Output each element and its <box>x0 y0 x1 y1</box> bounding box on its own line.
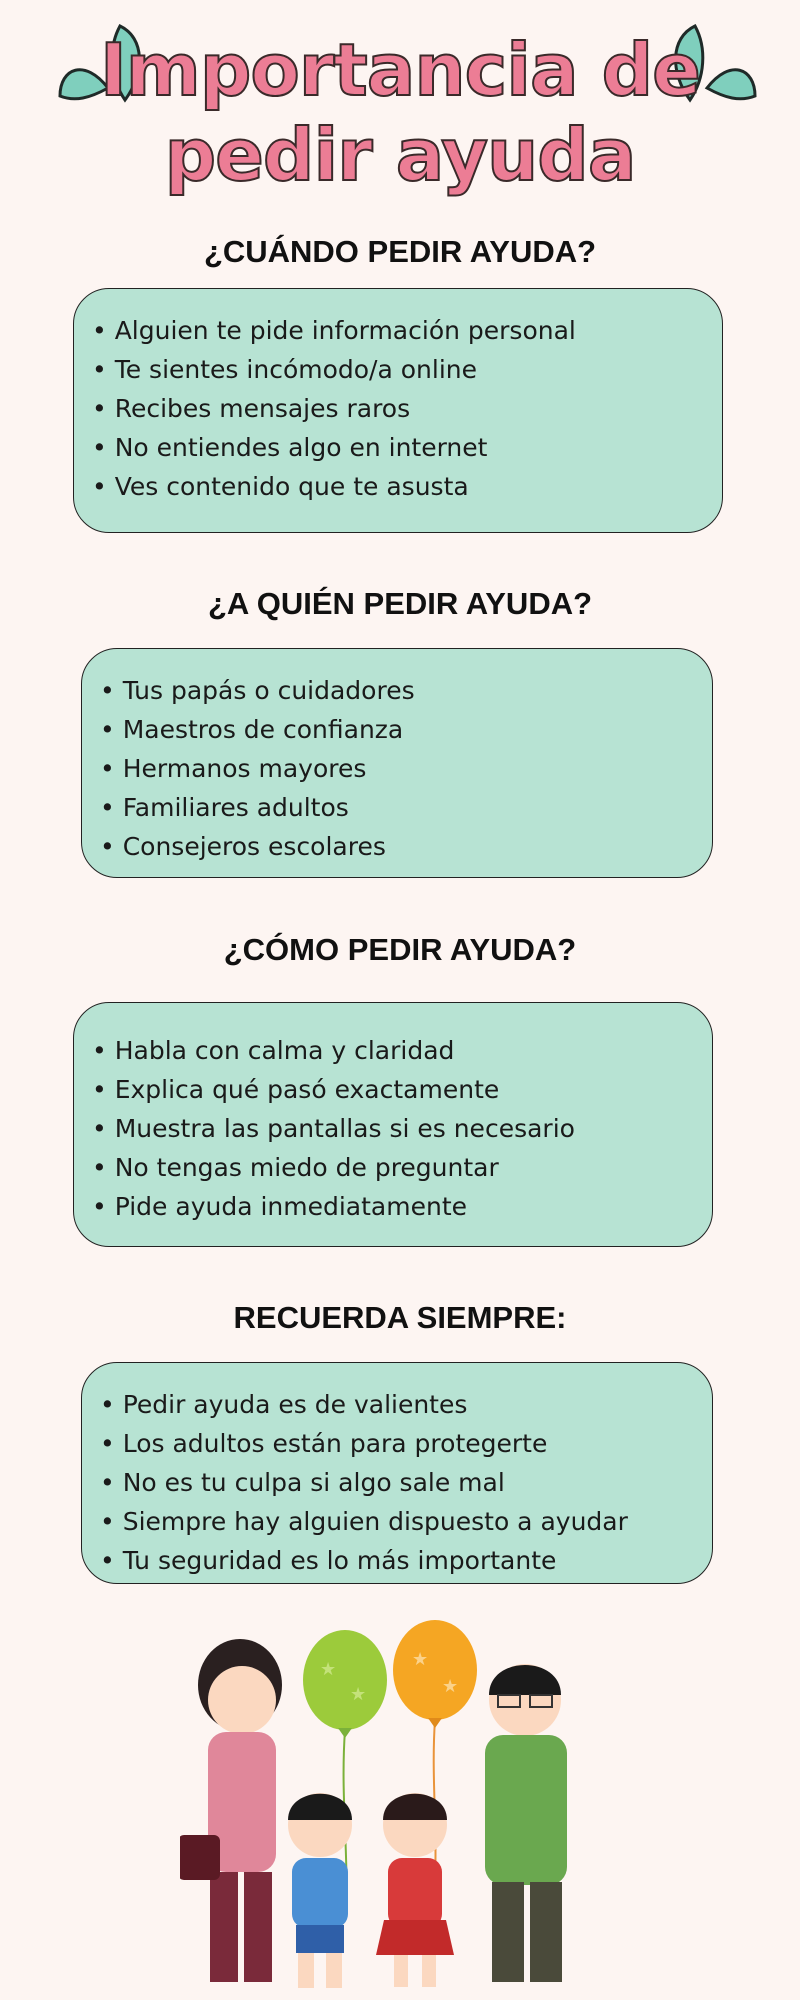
section-heading-who: ¿A QUIÉN PEDIR AYUDA? <box>207 586 593 621</box>
section-heading-remember: RECUERDA SIEMPRE: <box>233 1300 567 1335</box>
svg-text:★: ★ <box>350 1684 367 1705</box>
list-item: • Los adultos están para protegerte <box>100 1424 694 1463</box>
list-item: • Consejeros escolares <box>100 827 694 866</box>
family-with-balloons-illustration <box>180 1620 600 1995</box>
list-item: • Te sientes incómodo/a online <box>92 350 704 389</box>
girl-figure <box>376 1793 454 1987</box>
list-how <box>92 1031 694 1226</box>
section-heading-how: ¿CÓMO PEDIR AYUDA? <box>223 932 577 967</box>
mother-figure <box>180 1639 282 1982</box>
list-item: • Alguien te pide información personal <box>92 311 704 350</box>
list-item: • No es tu culpa si algo sale mal <box>100 1463 694 1502</box>
list-item: • Tu seguridad es lo más importante <box>100 1541 694 1580</box>
svg-text:★: ★ <box>320 1659 337 1680</box>
list-item: • Habla con calma y claridad <box>92 1031 694 1070</box>
list-remember <box>100 1385 694 1580</box>
svg-text:★: ★ <box>412 1649 429 1670</box>
list-item: • Recibes mensajes raros <box>92 389 704 428</box>
page-title-line-2: pedir ayuda <box>164 113 636 197</box>
boy-figure <box>288 1793 352 1988</box>
page-title-line-1: Importancia de <box>100 28 700 112</box>
card-remember <box>81 1362 713 1584</box>
list-item: • Muestra las pantallas si es necesario <box>92 1109 694 1148</box>
list-item: • Familiares adultos <box>100 788 694 827</box>
list-item: • No entiendes algo en internet <box>92 428 704 467</box>
list-who <box>100 671 694 866</box>
svg-text:★: ★ <box>442 1676 459 1697</box>
orange-balloon-icon <box>393 1620 477 1728</box>
list-item: • No tengas miedo de preguntar <box>92 1148 694 1187</box>
list-item: • Siempre hay alguien dispuesto a ayudar <box>100 1502 694 1541</box>
card-how <box>73 1002 713 1247</box>
list-item: • Pedir ayuda es de valientes <box>100 1385 694 1424</box>
list-item: • Tus papás o cuidadores <box>100 671 694 710</box>
list-item: • Maestros de confianza <box>100 710 694 749</box>
section-heading-when: ¿CUÁNDO PEDIR AYUDA? <box>203 234 597 269</box>
green-balloon-icon <box>303 1630 387 1738</box>
card-who <box>81 648 713 878</box>
father-figure <box>485 1664 567 1982</box>
list-item: • Pide ayuda inmediatamente <box>92 1187 694 1226</box>
list-item: • Hermanos mayores <box>100 749 694 788</box>
card-when <box>73 288 723 533</box>
list-when <box>92 311 704 506</box>
list-item: • Explica qué pasó exactamente <box>92 1070 694 1109</box>
list-item: • Ves contenido que te asusta <box>92 467 704 506</box>
